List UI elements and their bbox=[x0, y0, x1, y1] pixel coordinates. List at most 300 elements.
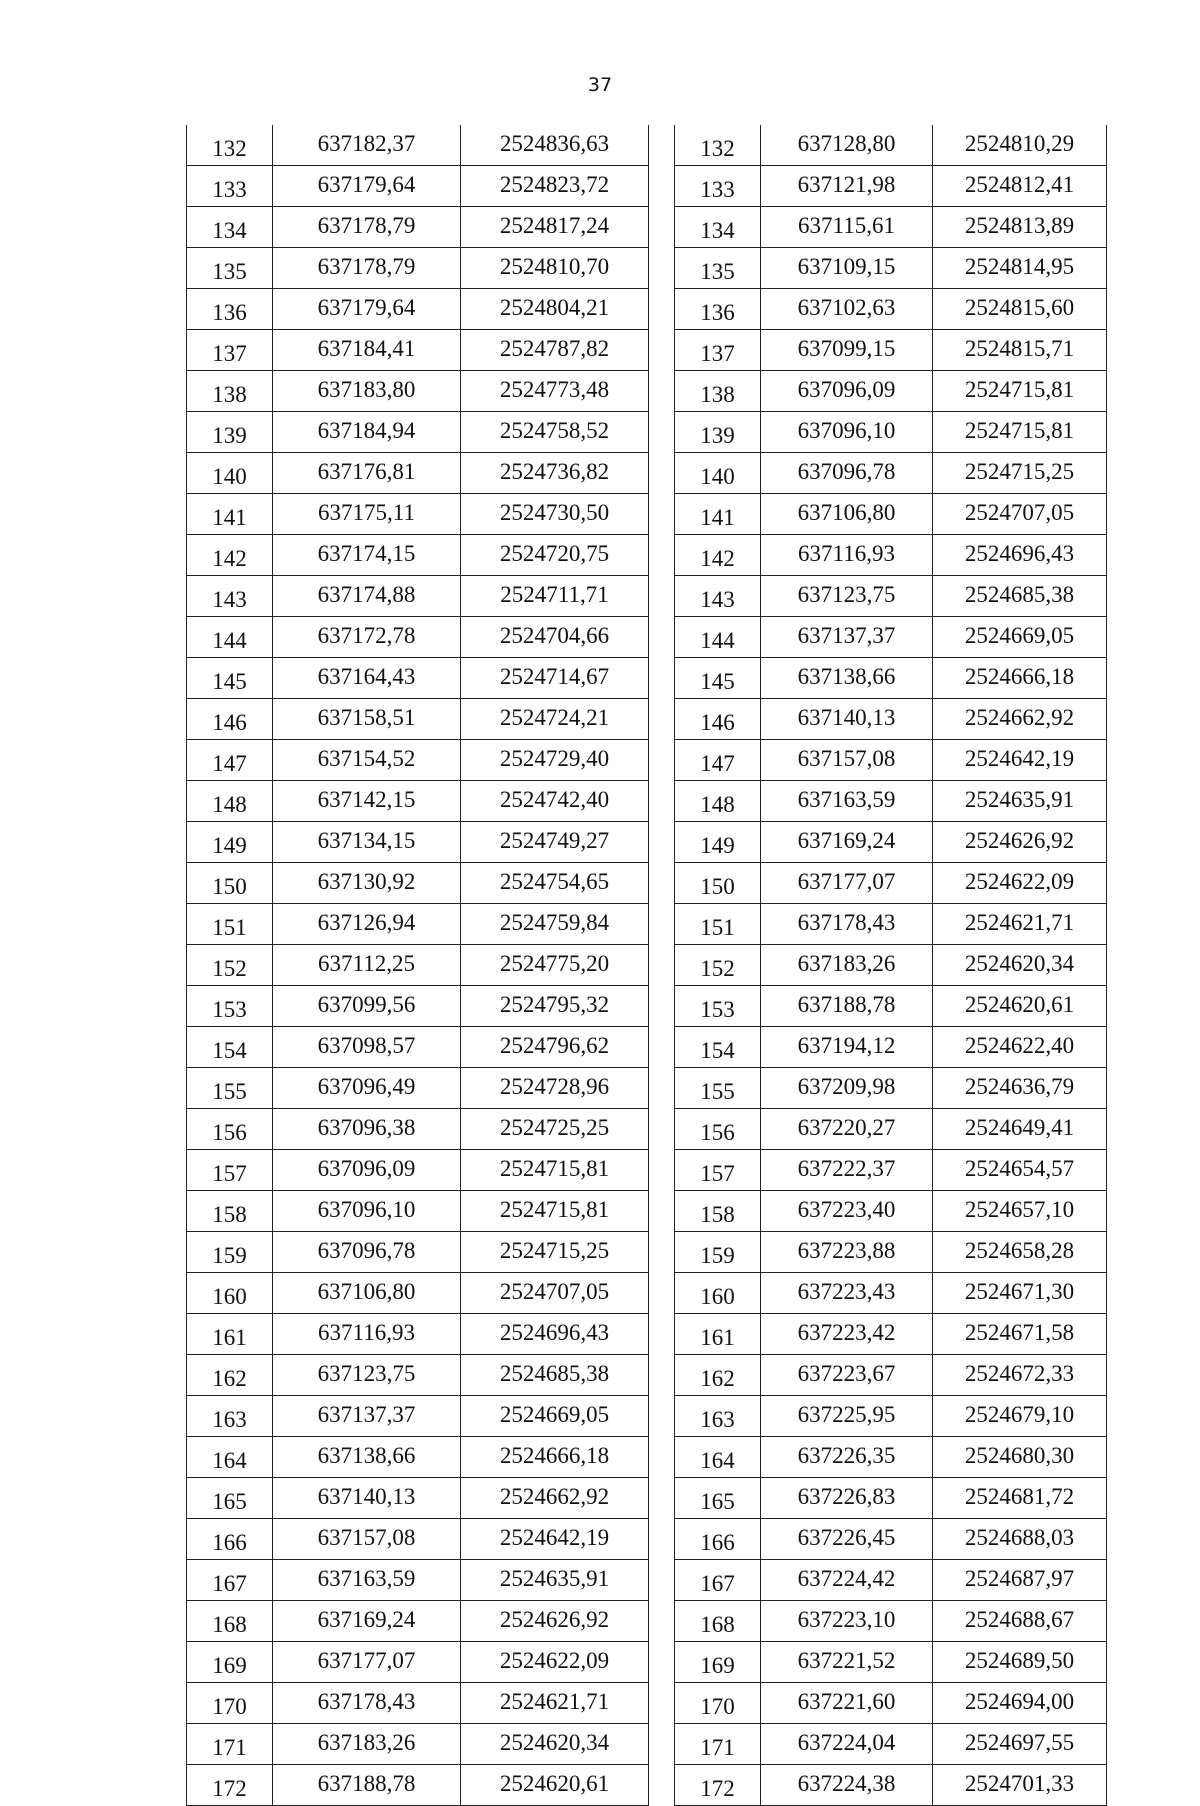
y-coordinate-cell: 2524715,81 bbox=[933, 371, 1107, 412]
x-coordinate-cell: 637183,26 bbox=[761, 945, 933, 986]
y-coordinate-cell: 2524815,71 bbox=[933, 330, 1107, 371]
point-number-cell: 151 bbox=[675, 904, 761, 945]
table-row bbox=[675, 863, 1107, 904]
x-coordinate-cell: 637176,81 bbox=[273, 453, 461, 494]
point-number-cell: 162 bbox=[675, 1355, 761, 1396]
point-number-cell: 170 bbox=[675, 1683, 761, 1724]
table-row bbox=[187, 1150, 649, 1191]
y-coordinate-cell: 2524804,21 bbox=[461, 289, 649, 330]
x-coordinate-cell: 637116,93 bbox=[273, 1314, 461, 1355]
x-coordinate-cell: 637137,37 bbox=[761, 617, 933, 658]
x-coordinate-cell: 637226,45 bbox=[761, 1519, 933, 1560]
table-row bbox=[675, 1314, 1107, 1355]
table-row bbox=[187, 1683, 649, 1724]
point-number-cell: 157 bbox=[187, 1150, 273, 1191]
point-number-cell: 156 bbox=[187, 1109, 273, 1150]
x-coordinate-cell: 637102,63 bbox=[761, 289, 933, 330]
table-row bbox=[187, 1478, 649, 1519]
table-row bbox=[675, 576, 1107, 617]
y-coordinate-cell: 2524812,41 bbox=[933, 166, 1107, 207]
table-row bbox=[187, 658, 649, 699]
x-coordinate-cell: 637169,24 bbox=[761, 822, 933, 863]
table-row bbox=[675, 1601, 1107, 1642]
table-row bbox=[675, 412, 1107, 453]
x-coordinate-cell: 637222,37 bbox=[761, 1150, 933, 1191]
x-coordinate-cell: 637099,56 bbox=[273, 986, 461, 1027]
table-row bbox=[187, 740, 649, 781]
y-coordinate-cell: 2524711,71 bbox=[461, 576, 649, 617]
table-row bbox=[187, 1601, 649, 1642]
y-coordinate-cell: 2524707,05 bbox=[933, 494, 1107, 535]
y-coordinate-cell: 2524707,05 bbox=[461, 1273, 649, 1314]
table-row bbox=[187, 289, 649, 330]
table-row bbox=[675, 1478, 1107, 1519]
table-row bbox=[675, 1519, 1107, 1560]
x-coordinate-cell: 637209,98 bbox=[761, 1068, 933, 1109]
x-coordinate-cell: 637184,41 bbox=[273, 330, 461, 371]
point-number-cell: 135 bbox=[187, 248, 273, 289]
x-coordinate-cell: 637178,43 bbox=[761, 904, 933, 945]
y-coordinate-cell: 2524697,55 bbox=[933, 1724, 1107, 1765]
table-row bbox=[675, 945, 1107, 986]
point-number-cell: 149 bbox=[187, 822, 273, 863]
y-coordinate-cell: 2524622,09 bbox=[933, 863, 1107, 904]
x-coordinate-cell: 637164,43 bbox=[273, 658, 461, 699]
x-coordinate-cell: 637112,25 bbox=[273, 945, 461, 986]
point-number-cell: 143 bbox=[675, 576, 761, 617]
table-row bbox=[187, 412, 649, 453]
coordinates-table-left bbox=[186, 125, 649, 1806]
y-coordinate-cell: 2524666,18 bbox=[461, 1437, 649, 1478]
x-coordinate-cell: 637142,15 bbox=[273, 781, 461, 822]
point-number-cell: 149 bbox=[675, 822, 761, 863]
point-number-cell: 143 bbox=[187, 576, 273, 617]
x-coordinate-cell: 637178,43 bbox=[273, 1683, 461, 1724]
y-coordinate-cell: 2524689,50 bbox=[933, 1642, 1107, 1683]
y-coordinate-cell: 2524620,61 bbox=[933, 986, 1107, 1027]
point-number-cell: 148 bbox=[187, 781, 273, 822]
point-number-cell: 142 bbox=[675, 535, 761, 576]
x-coordinate-cell: 637225,95 bbox=[761, 1396, 933, 1437]
x-coordinate-cell: 637096,38 bbox=[273, 1109, 461, 1150]
point-number-cell: 159 bbox=[187, 1232, 273, 1273]
table-row bbox=[675, 535, 1107, 576]
x-coordinate-cell: 637177,07 bbox=[273, 1642, 461, 1683]
x-coordinate-cell: 637179,64 bbox=[273, 289, 461, 330]
table-row bbox=[187, 863, 649, 904]
table-row bbox=[675, 330, 1107, 371]
y-coordinate-cell: 2524636,79 bbox=[933, 1068, 1107, 1109]
table-row bbox=[187, 1068, 649, 1109]
y-coordinate-cell: 2524701,33 bbox=[933, 1765, 1107, 1806]
y-coordinate-cell: 2524696,43 bbox=[461, 1314, 649, 1355]
point-number-cell: 151 bbox=[187, 904, 273, 945]
y-coordinate-cell: 2524795,32 bbox=[461, 986, 649, 1027]
x-coordinate-cell: 637179,64 bbox=[273, 166, 461, 207]
point-number-cell: 157 bbox=[675, 1150, 761, 1191]
y-coordinate-cell: 2524626,92 bbox=[933, 822, 1107, 863]
point-number-cell: 167 bbox=[187, 1560, 273, 1601]
x-coordinate-cell: 637099,15 bbox=[761, 330, 933, 371]
y-coordinate-cell: 2524814,95 bbox=[933, 248, 1107, 289]
y-coordinate-cell: 2524775,20 bbox=[461, 945, 649, 986]
table-row bbox=[675, 289, 1107, 330]
point-number-cell: 144 bbox=[187, 617, 273, 658]
x-coordinate-cell: 637130,92 bbox=[273, 863, 461, 904]
point-number-cell: 153 bbox=[675, 986, 761, 1027]
x-coordinate-cell: 637188,78 bbox=[273, 1765, 461, 1806]
y-coordinate-cell: 2524724,21 bbox=[461, 699, 649, 740]
point-number-cell: 145 bbox=[187, 658, 273, 699]
table-row bbox=[187, 1027, 649, 1068]
y-coordinate-cell: 2524662,92 bbox=[461, 1478, 649, 1519]
x-coordinate-cell: 637096,09 bbox=[273, 1150, 461, 1191]
table-row bbox=[187, 1314, 649, 1355]
x-coordinate-cell: 637154,52 bbox=[273, 740, 461, 781]
table-row bbox=[675, 617, 1107, 658]
table-row bbox=[187, 822, 649, 863]
x-coordinate-cell: 637096,78 bbox=[273, 1232, 461, 1273]
x-coordinate-cell: 637223,10 bbox=[761, 1601, 933, 1642]
y-coordinate-cell: 2524730,50 bbox=[461, 494, 649, 535]
y-coordinate-cell: 2524669,05 bbox=[461, 1396, 649, 1437]
y-coordinate-cell: 2524688,03 bbox=[933, 1519, 1107, 1560]
table-row bbox=[675, 1560, 1107, 1601]
point-number-cell: 142 bbox=[187, 535, 273, 576]
point-number-cell: 168 bbox=[675, 1601, 761, 1642]
x-coordinate-cell: 637174,88 bbox=[273, 576, 461, 617]
table-row bbox=[187, 1765, 649, 1806]
point-number-cell: 158 bbox=[675, 1191, 761, 1232]
table-row bbox=[675, 166, 1107, 207]
point-number-cell: 167 bbox=[675, 1560, 761, 1601]
point-number-cell: 166 bbox=[675, 1519, 761, 1560]
y-coordinate-cell: 2524635,91 bbox=[933, 781, 1107, 822]
point-number-cell: 163 bbox=[675, 1396, 761, 1437]
y-coordinate-cell: 2524759,84 bbox=[461, 904, 649, 945]
table-row bbox=[187, 1355, 649, 1396]
x-coordinate-cell: 637194,12 bbox=[761, 1027, 933, 1068]
y-coordinate-cell: 2524681,72 bbox=[933, 1478, 1107, 1519]
table-row bbox=[675, 1068, 1107, 1109]
y-coordinate-cell: 2524729,40 bbox=[461, 740, 649, 781]
point-number-cell: 139 bbox=[187, 412, 273, 453]
table-row bbox=[675, 822, 1107, 863]
point-number-cell: 137 bbox=[187, 330, 273, 371]
table-row bbox=[675, 494, 1107, 535]
y-coordinate-cell: 2524696,43 bbox=[933, 535, 1107, 576]
x-coordinate-cell: 637223,67 bbox=[761, 1355, 933, 1396]
x-coordinate-cell: 637158,51 bbox=[273, 699, 461, 740]
table-row bbox=[187, 371, 649, 412]
point-number-cell: 133 bbox=[675, 166, 761, 207]
table-row bbox=[187, 576, 649, 617]
point-number-cell: 160 bbox=[675, 1273, 761, 1314]
point-number-cell: 169 bbox=[675, 1642, 761, 1683]
table-row bbox=[187, 1232, 649, 1273]
point-number-cell: 150 bbox=[187, 863, 273, 904]
point-number-cell: 163 bbox=[187, 1396, 273, 1437]
x-coordinate-cell: 637096,09 bbox=[761, 371, 933, 412]
y-coordinate-cell: 2524715,81 bbox=[461, 1191, 649, 1232]
table-row bbox=[675, 1724, 1107, 1765]
y-coordinate-cell: 2524626,92 bbox=[461, 1601, 649, 1642]
point-number-cell: 160 bbox=[187, 1273, 273, 1314]
point-number-cell: 172 bbox=[187, 1765, 273, 1806]
x-coordinate-cell: 637138,66 bbox=[273, 1437, 461, 1478]
table-row bbox=[187, 781, 649, 822]
table-row bbox=[187, 453, 649, 494]
point-number-cell: 132 bbox=[187, 125, 273, 166]
y-coordinate-cell: 2524796,62 bbox=[461, 1027, 649, 1068]
table-row bbox=[675, 371, 1107, 412]
x-coordinate-cell: 637096,49 bbox=[273, 1068, 461, 1109]
point-number-cell: 152 bbox=[187, 945, 273, 986]
y-coordinate-cell: 2524815,60 bbox=[933, 289, 1107, 330]
y-coordinate-cell: 2524715,25 bbox=[461, 1232, 649, 1273]
table-row bbox=[187, 1724, 649, 1765]
point-number-cell: 164 bbox=[675, 1437, 761, 1478]
table-row bbox=[675, 1355, 1107, 1396]
table-row bbox=[187, 1191, 649, 1232]
x-coordinate-cell: 637138,66 bbox=[761, 658, 933, 699]
x-coordinate-cell: 637223,40 bbox=[761, 1191, 933, 1232]
x-coordinate-cell: 637123,75 bbox=[761, 576, 933, 617]
y-coordinate-cell: 2524685,38 bbox=[461, 1355, 649, 1396]
y-coordinate-cell: 2524687,97 bbox=[933, 1560, 1107, 1601]
y-coordinate-cell: 2524671,30 bbox=[933, 1273, 1107, 1314]
y-coordinate-cell: 2524658,28 bbox=[933, 1232, 1107, 1273]
table-row bbox=[187, 699, 649, 740]
x-coordinate-cell: 637109,15 bbox=[761, 248, 933, 289]
y-coordinate-cell: 2524662,92 bbox=[933, 699, 1107, 740]
point-number-cell: 134 bbox=[187, 207, 273, 248]
point-number-cell: 144 bbox=[675, 617, 761, 658]
y-coordinate-cell: 2524787,82 bbox=[461, 330, 649, 371]
table-row bbox=[675, 986, 1107, 1027]
point-number-cell: 133 bbox=[187, 166, 273, 207]
x-coordinate-cell: 637169,24 bbox=[273, 1601, 461, 1642]
x-coordinate-cell: 637226,35 bbox=[761, 1437, 933, 1478]
x-coordinate-cell: 637183,26 bbox=[273, 1724, 461, 1765]
x-coordinate-cell: 637123,75 bbox=[273, 1355, 461, 1396]
x-coordinate-cell: 637223,42 bbox=[761, 1314, 933, 1355]
page-number: 37 bbox=[587, 74, 613, 96]
y-coordinate-cell: 2524810,70 bbox=[461, 248, 649, 289]
point-number-cell: 147 bbox=[675, 740, 761, 781]
y-coordinate-cell: 2524622,40 bbox=[933, 1027, 1107, 1068]
x-coordinate-cell: 637188,78 bbox=[761, 986, 933, 1027]
point-number-cell: 141 bbox=[187, 494, 273, 535]
point-number-cell: 161 bbox=[675, 1314, 761, 1355]
table-row bbox=[187, 330, 649, 371]
table-row bbox=[187, 207, 649, 248]
table-row bbox=[675, 1232, 1107, 1273]
point-number-cell: 161 bbox=[187, 1314, 273, 1355]
point-number-cell: 152 bbox=[675, 945, 761, 986]
x-coordinate-cell: 637163,59 bbox=[761, 781, 933, 822]
y-coordinate-cell: 2524620,34 bbox=[461, 1724, 649, 1765]
x-coordinate-cell: 637137,37 bbox=[273, 1396, 461, 1437]
y-coordinate-cell: 2524813,89 bbox=[933, 207, 1107, 248]
table-row bbox=[187, 1437, 649, 1478]
table-row bbox=[187, 986, 649, 1027]
table-row bbox=[187, 125, 649, 166]
point-number-cell: 169 bbox=[187, 1642, 273, 1683]
point-number-cell: 137 bbox=[675, 330, 761, 371]
y-coordinate-cell: 2524725,25 bbox=[461, 1109, 649, 1150]
point-number-cell: 132 bbox=[675, 125, 761, 166]
x-coordinate-cell: 637157,08 bbox=[761, 740, 933, 781]
table-row bbox=[187, 1560, 649, 1601]
x-coordinate-cell: 637223,88 bbox=[761, 1232, 933, 1273]
x-coordinate-cell: 637098,57 bbox=[273, 1027, 461, 1068]
x-coordinate-cell: 637163,59 bbox=[273, 1560, 461, 1601]
table-row bbox=[675, 1683, 1107, 1724]
y-coordinate-cell: 2524621,71 bbox=[461, 1683, 649, 1724]
x-coordinate-cell: 637096,78 bbox=[761, 453, 933, 494]
y-coordinate-cell: 2524680,30 bbox=[933, 1437, 1107, 1478]
y-coordinate-cell: 2524642,19 bbox=[461, 1519, 649, 1560]
y-coordinate-cell: 2524720,75 bbox=[461, 535, 649, 576]
point-number-cell: 140 bbox=[187, 453, 273, 494]
table-row bbox=[675, 453, 1107, 494]
table-row bbox=[675, 1765, 1107, 1806]
table-row bbox=[187, 166, 649, 207]
x-coordinate-cell: 637183,80 bbox=[273, 371, 461, 412]
point-number-cell: 135 bbox=[675, 248, 761, 289]
x-coordinate-cell: 637178,79 bbox=[273, 248, 461, 289]
point-number-cell: 156 bbox=[675, 1109, 761, 1150]
table-row bbox=[675, 699, 1107, 740]
point-number-cell: 141 bbox=[675, 494, 761, 535]
point-number-cell: 165 bbox=[187, 1478, 273, 1519]
y-coordinate-cell: 2524817,24 bbox=[461, 207, 649, 248]
point-number-cell: 154 bbox=[675, 1027, 761, 1068]
y-coordinate-cell: 2524622,09 bbox=[461, 1642, 649, 1683]
table-row bbox=[187, 945, 649, 986]
table-row bbox=[675, 1273, 1107, 1314]
y-coordinate-cell: 2524773,48 bbox=[461, 371, 649, 412]
x-coordinate-cell: 637157,08 bbox=[273, 1519, 461, 1560]
y-coordinate-cell: 2524635,91 bbox=[461, 1560, 649, 1601]
x-coordinate-cell: 637128,80 bbox=[761, 125, 933, 166]
y-coordinate-cell: 2524671,58 bbox=[933, 1314, 1107, 1355]
y-coordinate-cell: 2524621,71 bbox=[933, 904, 1107, 945]
point-number-cell: 153 bbox=[187, 986, 273, 1027]
x-coordinate-cell: 637182,37 bbox=[273, 125, 461, 166]
point-number-cell: 148 bbox=[675, 781, 761, 822]
y-coordinate-cell: 2524620,34 bbox=[933, 945, 1107, 986]
y-coordinate-cell: 2524642,19 bbox=[933, 740, 1107, 781]
x-coordinate-cell: 637174,15 bbox=[273, 535, 461, 576]
x-coordinate-cell: 637134,15 bbox=[273, 822, 461, 863]
point-number-cell: 165 bbox=[675, 1478, 761, 1519]
point-number-cell: 168 bbox=[187, 1601, 273, 1642]
point-number-cell: 154 bbox=[187, 1027, 273, 1068]
x-coordinate-cell: 637221,52 bbox=[761, 1642, 933, 1683]
y-coordinate-cell: 2524823,72 bbox=[461, 166, 649, 207]
x-coordinate-cell: 637221,60 bbox=[761, 1683, 933, 1724]
table-row bbox=[187, 617, 649, 658]
point-number-cell: 140 bbox=[675, 453, 761, 494]
y-coordinate-cell: 2524810,29 bbox=[933, 125, 1107, 166]
y-coordinate-cell: 2524736,82 bbox=[461, 453, 649, 494]
y-coordinate-cell: 2524657,10 bbox=[933, 1191, 1107, 1232]
point-number-cell: 146 bbox=[675, 699, 761, 740]
point-number-cell: 158 bbox=[187, 1191, 273, 1232]
x-coordinate-cell: 637224,04 bbox=[761, 1724, 933, 1765]
point-number-cell: 155 bbox=[675, 1068, 761, 1109]
table-row bbox=[187, 1642, 649, 1683]
point-number-cell: 136 bbox=[187, 289, 273, 330]
point-number-cell: 139 bbox=[675, 412, 761, 453]
y-coordinate-cell: 2524688,67 bbox=[933, 1601, 1107, 1642]
table-row bbox=[675, 781, 1107, 822]
table-row bbox=[675, 1642, 1107, 1683]
x-coordinate-cell: 637178,79 bbox=[273, 207, 461, 248]
point-number-cell: 147 bbox=[187, 740, 273, 781]
table-row bbox=[187, 248, 649, 289]
point-number-cell: 155 bbox=[187, 1068, 273, 1109]
point-number-cell: 145 bbox=[675, 658, 761, 699]
x-coordinate-cell: 637115,61 bbox=[761, 207, 933, 248]
x-coordinate-cell: 637140,13 bbox=[761, 699, 933, 740]
y-coordinate-cell: 2524836,63 bbox=[461, 125, 649, 166]
x-coordinate-cell: 637096,10 bbox=[273, 1191, 461, 1232]
point-number-cell: 159 bbox=[675, 1232, 761, 1273]
table-row bbox=[675, 658, 1107, 699]
table-row bbox=[675, 1109, 1107, 1150]
point-number-cell: 134 bbox=[675, 207, 761, 248]
y-coordinate-cell: 2524704,66 bbox=[461, 617, 649, 658]
point-number-cell: 171 bbox=[187, 1724, 273, 1765]
table-row bbox=[187, 1273, 649, 1314]
x-coordinate-cell: 637140,13 bbox=[273, 1478, 461, 1519]
point-number-cell: 171 bbox=[675, 1724, 761, 1765]
table-row bbox=[675, 1396, 1107, 1437]
point-number-cell: 166 bbox=[187, 1519, 273, 1560]
x-coordinate-cell: 637106,80 bbox=[273, 1273, 461, 1314]
y-coordinate-cell: 2524715,81 bbox=[461, 1150, 649, 1191]
table-row bbox=[675, 904, 1107, 945]
table-row bbox=[675, 740, 1107, 781]
point-number-cell: 164 bbox=[187, 1437, 273, 1478]
x-coordinate-cell: 637224,38 bbox=[761, 1765, 933, 1806]
x-coordinate-cell: 637096,10 bbox=[761, 412, 933, 453]
x-coordinate-cell: 637172,78 bbox=[273, 617, 461, 658]
point-number-cell: 146 bbox=[187, 699, 273, 740]
point-number-cell: 172 bbox=[675, 1765, 761, 1806]
table-row bbox=[187, 1519, 649, 1560]
point-number-cell: 136 bbox=[675, 289, 761, 330]
y-coordinate-cell: 2524685,38 bbox=[933, 576, 1107, 617]
x-coordinate-cell: 637121,98 bbox=[761, 166, 933, 207]
y-coordinate-cell: 2524714,67 bbox=[461, 658, 649, 699]
y-coordinate-cell: 2524649,41 bbox=[933, 1109, 1107, 1150]
y-coordinate-cell: 2524694,00 bbox=[933, 1683, 1107, 1724]
x-coordinate-cell: 637184,94 bbox=[273, 412, 461, 453]
y-coordinate-cell: 2524666,18 bbox=[933, 658, 1107, 699]
point-number-cell: 138 bbox=[675, 371, 761, 412]
x-coordinate-cell: 637177,07 bbox=[761, 863, 933, 904]
y-coordinate-cell: 2524715,81 bbox=[933, 412, 1107, 453]
x-coordinate-cell: 637224,42 bbox=[761, 1560, 933, 1601]
y-coordinate-cell: 2524715,25 bbox=[933, 453, 1107, 494]
table-row bbox=[675, 1027, 1107, 1068]
x-coordinate-cell: 637175,11 bbox=[273, 494, 461, 535]
table-row bbox=[187, 494, 649, 535]
